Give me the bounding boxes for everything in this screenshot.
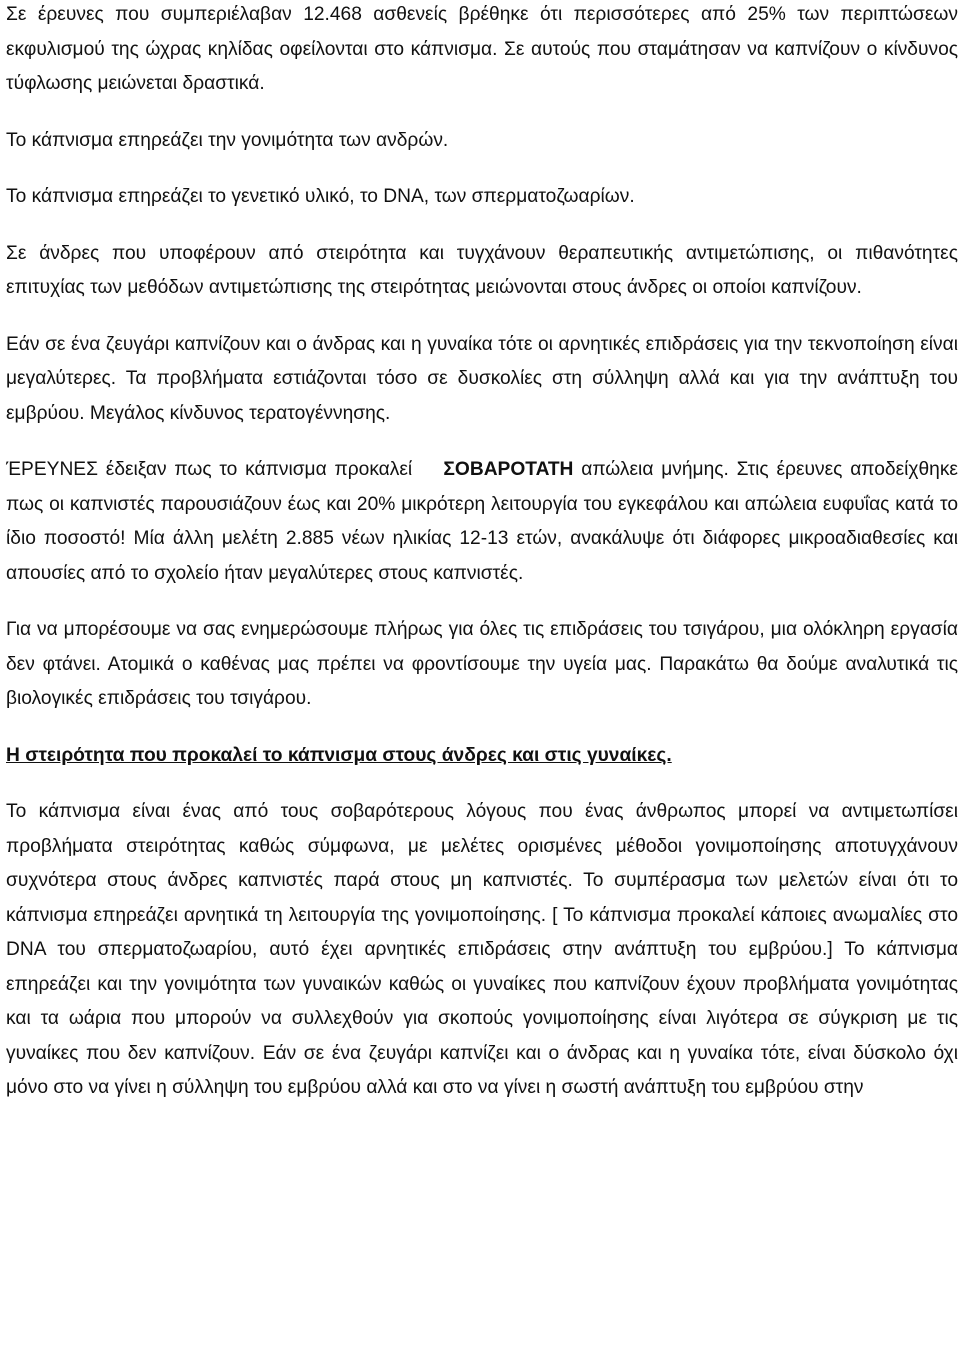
memory-text-after: απώλεια μνήμης. Στις έρευνες αποδείχθηκε πως οι καπνιστές παρουσιάζουν έως και 20% μικρότερη λειτουργία του εγκεφάλου και απώλεια ευφυΐας κατά το ίδιο ποσοστό! Μία άλλη μελέτη 2.885 νέων ηλικίας 12-13 ετών, ανακάλυψε ότι διάφορες μικροαδιαθεσίες και απουσίες από το σχολείο ήταν μεγαλύτερες στους καπνιστές. <box>6 459 958 584</box>
memory-text-before: ΈΡΕΥΝΕΣ έδειξαν πως το κάπνισμα προκαλεί <box>6 459 413 480</box>
emphasis-serious: ΣΟΒΑΡΟΤΑΤΗ <box>443 459 574 480</box>
paragraph-infertility-treatment: Σε άνδρες που υποφέρουν από στειρότητα και τυγχάνουν θεραπευτικής αντιμετώπισης, οι πιθανότητες επιτυχίας των μεθόδων αντιμετώπισης της στειρότητας μειώνονται στους άνδρες οι οποίοι καπνίζουν. <box>6 242 958 298</box>
paragraph-couple-smoking: Εάν σε ένα ζευγάρι καπνίζουν και ο άνδρας και η γυναίκα τότε οι αρνητικές επιδράσεις για την τεκνοποίηση είναι μεγαλύτερες. Τα προβλήματα εστιάζονται τόσο σε δυσκολίες στη σύλληψη αλλά και για την ανάπτυξη του εμβρύου. Μεγάλος κίνδυνος τερατογέννησης. <box>6 333 958 424</box>
paragraph-memory-loss <box>6 453 958 591</box>
paragraph-infertility-details: Το κάπνισμα είναι ένας από τους σοβαρότερους λόγους που ένας άνθρωπος μπορεί να αντιμετωπίσει προβλήματα στειρότητας καθώς σύμφωνα, με μελέτες ορισμένες μέθοδοι γονιμοποίησης αποτυγχάνουν συχνότερα στους άνδρες καπνιστές παρά στους μη καπνιστές. Το συμπέρασμα των μελετών είναι ότι το κάπνισμα επηρεάζει αρνητικά τη λειτουργία της γονιμοποίησης. [ Το κάπνισμα προκαλεί κάποιες ανωμαλίες στο DNA του σπερματοζωαρίου, αυτό έχει αρνητικές επιδράσεις στην ανάπτυξη του εμβρύου.] Το κάπνισμα επηρεάζει και την γονιμότητα των γυναικών καθώς οι γυναίκες που καπνίζουν έχουν προβλήματα γονιμότητας και τα ωάρια που μπορούν να συλλεχθούν για σκοπούς γονιμοποίησης είναι λιγότερα σε σύγκριση με τις γυναίκες που δεν καπνίζουν. Εάν σε ένα ζευγάρι καπνίζει και ο άνδρας και η γυναίκα τότε, είναι δύσκολο όχι μόνο στο να γίνει η σύλληψη του εμβρύου αλλά και στο να γίνει η σωστή ανάπτυξη του εμβρύου στην <box>6 801 958 1098</box>
paragraph-macular-degeneration: Σε έρευνες που συμπεριέλαβαν 12.468 ασθενείς βρέθηκε ότι περισσότερες από 25% των περιπτώσεων εκφυλισμού της ώχρας κηλίδας οφείλονται στο κάπνισμα. Σε αυτούς που σταμάτησαν να καπνίζουν ο κίνδυνος τύφλωσης μειώνεται δραστικά. <box>6 4 958 94</box>
paragraph-male-fertility: Το κάπνισμα επηρεάζει την γονιμότητα των ανδρών. <box>6 129 449 151</box>
section-heading: Η στειρότητα που προκαλεί το κάπνισμα στους άνδρες και στις γυναίκες. <box>6 744 672 766</box>
paragraph-intro: Για να μπορέσουμε να σας ενημερώσουμε πλήρως για όλες τις επιδράσεις του τσιγάρου, μια ολόκληρη εργασία δεν φτάνει. Ατομικά ο καθένας μας πρέπει να φροντίσουμε την υγεία μας. Παρακάτω θα δούμε αναλυτικά τις βιολογικές επιδράσεις του τσιγάρου. <box>6 619 958 709</box>
paragraph-dna-sperm: Το κάπνισμα επηρεάζει το γενετικό υλικό, το DNA, των σπερματοζωαρίων. <box>6 186 635 207</box>
document-page <box>6 0 958 1106</box>
